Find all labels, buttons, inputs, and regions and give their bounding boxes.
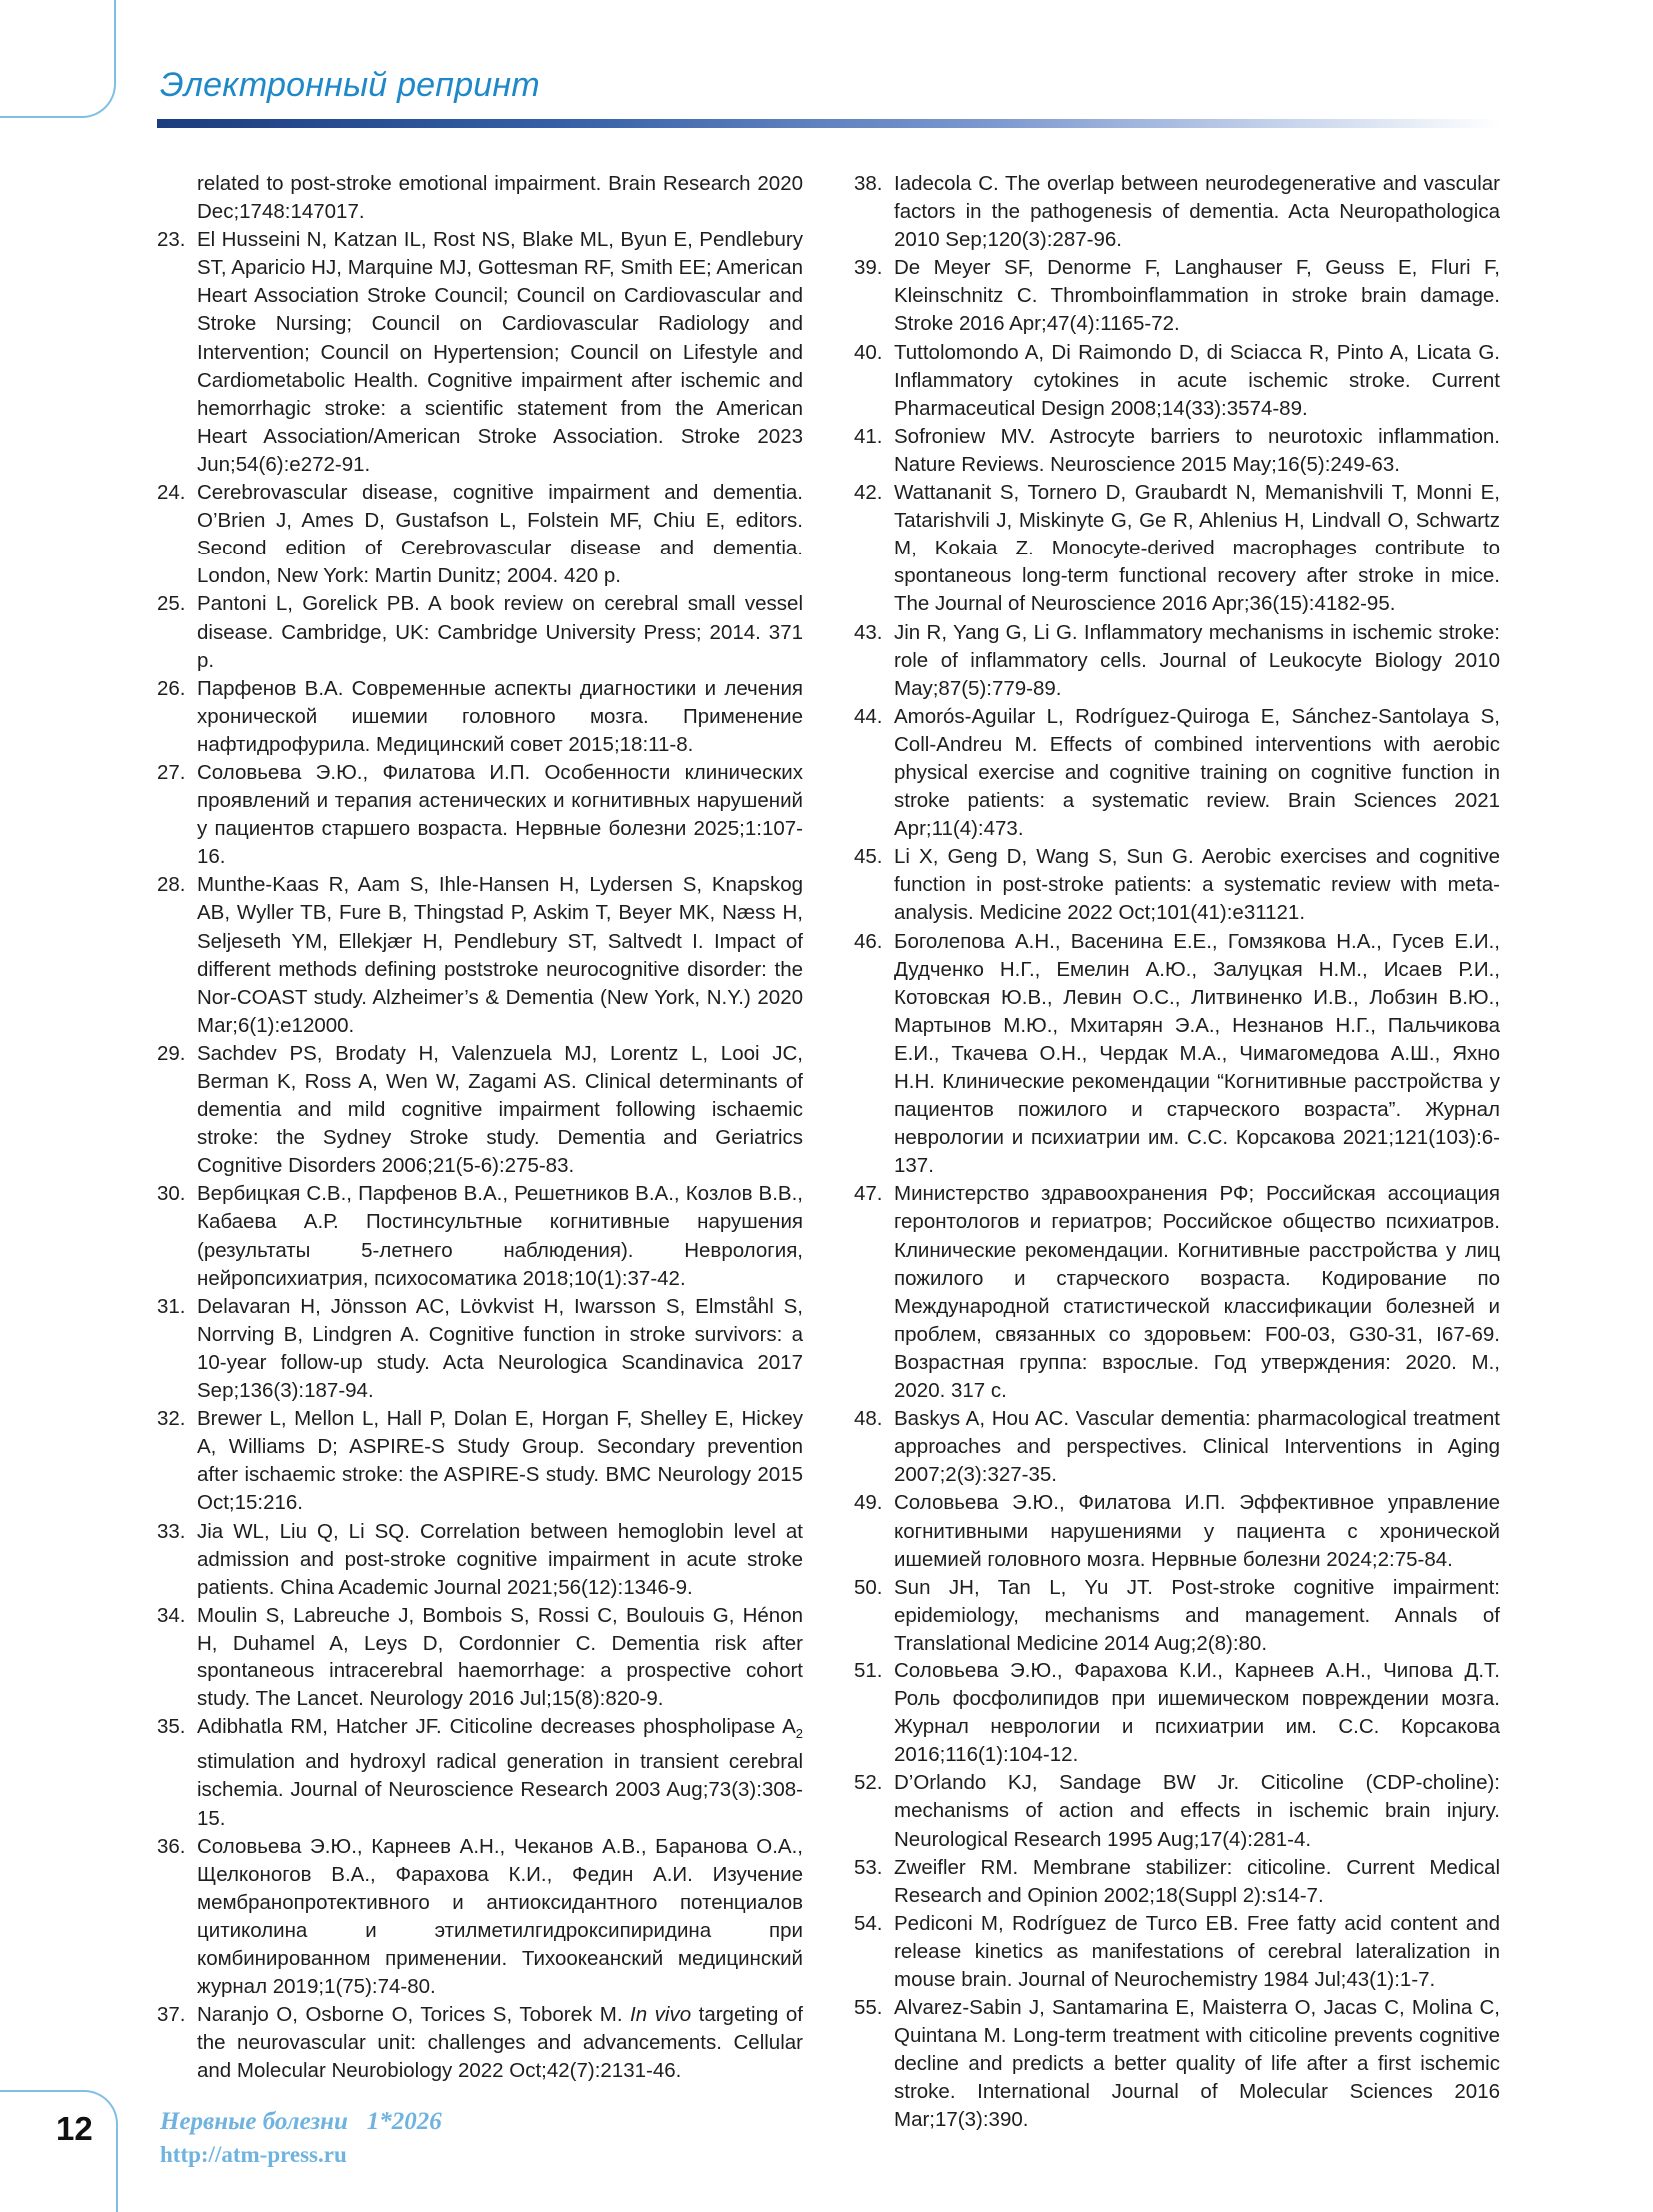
page-number: 12 bbox=[56, 2110, 93, 2147]
reference-number: 40. bbox=[854, 340, 883, 364]
reference-text: Парфенов В.А. Современные аспекты диагностики и лечения хронической ишемии головного мозга. Применение нафтидрофурила. Медицинский совет 2015;18:11-8. bbox=[197, 676, 803, 756]
reference-number: 35. bbox=[157, 1715, 186, 1739]
reference-number: 52. bbox=[854, 1771, 883, 1795]
journal-url: http://atm-press.ru bbox=[160, 2142, 347, 2167]
reference-text: Jia WL, Liu Q, Li SQ. Correlation between hemoglobin level at admission and post-stroke cognitive impairment in acute stroke patients. China Academic Journal 2021;56(12):1346-9. bbox=[197, 1519, 803, 1599]
reference-item bbox=[854, 843, 1500, 927]
reference-text: Jin R, Yang G, Li G. Inflammatory mechanisms in ischemic stroke: role of inflammatory cells. Journal of Leukocyte Biology 2010 May;87(5):779-89. bbox=[894, 620, 1500, 700]
reference-text: Baskys A, Hou AC. Vascular dementia: pharmacological treatment approaches and perspectives. Clinical Interventions in Aging 2007;2(3):327-35. bbox=[894, 1407, 1500, 1487]
reference-item bbox=[157, 1833, 803, 2002]
reference-item bbox=[157, 1040, 803, 1180]
reference-item bbox=[157, 170, 803, 226]
reference-text: De Meyer SF, Denorme F, Langhauser F, Geuss E, Fluri F, Kleinschnitz C. Thromboinflammation in stroke brain damage. Stroke 2016 Apr;47(4):1165-72. bbox=[894, 256, 1500, 336]
reference-text: Iadecola C. The overlap between neurodegenerative and vascular factors in the pathogenesis of dementia. Acta Neuropathologica 2010 Sep;120(3):287-96. bbox=[894, 172, 1500, 252]
reference-list-left bbox=[157, 170, 803, 2085]
reference-text: Sachdev PS, Brodaty H, Valenzuela MJ, Lorentz L, Looi JC, Berman K, Ross A, Wen W, Zagami AS. Clinical determinants of dementia and mild cognitive impairment following ischaemic stroke: the Sydney Stroke study. Dementia and Geriatrics Cognitive Disorders 2006;21(5-6):275-83. bbox=[197, 1041, 803, 1178]
references-right-column bbox=[854, 170, 1500, 2135]
reference-item bbox=[854, 1574, 1500, 1658]
reference-text: related to post-stroke emotional impairment. Brain Research 2020 Dec;1748:147017. bbox=[197, 172, 803, 224]
reference-number: 51. bbox=[854, 1659, 883, 1682]
reference-text: Zweifler RM. Membrane stabilizer: citicoline. Current Medical Research and Opinion 2002;18(Suppl 2):s14-7. bbox=[894, 1855, 1500, 1907]
reference-item bbox=[157, 1405, 803, 1517]
reference-number: 31. bbox=[157, 1294, 186, 1318]
reference-text: Delavaran H, Jönsson AC, Lövkvist H, Iwarsson S, Elmståhl S, Norrving B, Lindgren A. Cognitive function in stroke survivors: a 10-year follow-up study. Acta Neurologica Scandinavica 2017 Sep;136(3):187-94. bbox=[197, 1294, 803, 1403]
reference-text: Alvarez-Sabin J, Santamarina E, Maisterra O, Jacas C, Molina C, Quintana M. Long-term treatment with citicoline prevents cognitive decline and predicts a better quality of life after a first ischemic stroke. International Journal of Molecular Sciences 2016 Mar;17(3):390. bbox=[894, 1996, 1500, 2132]
reference-text: Министерство здравоохранения РФ; Российская ассоциация геронтологов и гериатров; Российское общество психиатров. Клинические рекомендации. Когнитивные расстройства у лиц пожилого и старческого возраста. Кодирование по Международной статистической классификации болезней и проблем, связанных со здоровьем: F00-03, G30-31, I67-69. Возрастная группа: взрослые. Год утверждения: 2020. М., 2020. 317 с. bbox=[894, 1182, 1500, 1403]
reference-italic: In vivo bbox=[630, 2003, 692, 2027]
reference-text: Adibhatla RM, Hatcher JF. Citicoline decreases phospholipase A bbox=[197, 1715, 796, 1739]
reference-text: Li X, Geng D, Wang S, Sun G. Aerobic exercises and cognitive function in post-stroke patients: a systematic review with meta-analysis. Medicine 2022 Oct;101(41):e31121. bbox=[894, 845, 1500, 925]
reference-number: 24. bbox=[157, 481, 186, 505]
references-left-column bbox=[157, 170, 803, 2085]
reference-text: D’Orlando KJ, Sandage BW Jr. Citicoline (CDP-choline): mechanisms of action and effects in ischemic brain injury. Neurological Research 1995 Aug;17(4):281-4. bbox=[894, 1771, 1500, 1851]
reference-number: 36. bbox=[157, 1834, 186, 1858]
reference-number: 38. bbox=[854, 172, 883, 195]
reference-item bbox=[854, 703, 1500, 843]
reference-item bbox=[157, 1293, 803, 1405]
reference-number: 29. bbox=[157, 1041, 186, 1065]
reference-item bbox=[157, 1602, 803, 1713]
reference-item bbox=[854, 479, 1500, 618]
reference-text: Вербицкая С.В., Парфенов В.А., Решетников В.А., Козлов В.В., Кабаева А.Р. Постинсультные когнитивные нарушения (результаты 5-летнего наблюдения). Неврология, нейропсихиатрия, психосоматика 2018;10(1):37-42. bbox=[197, 1182, 803, 1290]
reference-number: 30. bbox=[157, 1182, 186, 1206]
reference-number: 55. bbox=[854, 1996, 883, 2020]
reference-text: Соловьева Э.Ю., Фарахова К.И., Карнеев А.Н., Чипова Д.Т. Роль фосфолипидов при ишемическом повреждении мозга. Журнал неврологии и психиатрии им. С.С. Корсакова 2016;116(1):104-12. bbox=[894, 1659, 1500, 1767]
corner-decoration-bottom bbox=[0, 2090, 118, 2212]
reference-number: 32. bbox=[157, 1407, 186, 1431]
reference-text: Боголепова А.Н., Васенина Е.Е., Гомзякова Н.А., Гусев Е.И., Дудченко Н.Г., Емелин А.Ю., Залуцкая Н.М., Исаев Р.И., Котовская Ю.В., Левин О.С., Литвиненко И.В., Лобзин В.Ю., Мартынов М.Ю., Мхитарян Э.А., Незнанов Н.Г., Пальчикова Е.И., Ткачева О.Н., Чердак М.А., Чимагомедова А.Ш., Яхно Н.Н. Клинические рекомендации “Когнитивные расстройства у пациентов пожилого и старческого возраста”. Журнал неврологии и психиатрии им. С.С. Корсакова 2021;121(103):6-137. bbox=[894, 929, 1500, 1178]
reference-text: targeting of the neurovascular unit: challenges and advancements. Cellular and Molecular Neurobiology 2022 Oct;42(7):2131-46. bbox=[197, 2003, 804, 2083]
reference-item bbox=[854, 1489, 1500, 1573]
reference-item bbox=[854, 170, 1500, 254]
corner-decoration-top bbox=[0, 0, 116, 118]
reference-number: 39. bbox=[854, 256, 883, 280]
reference-text: Tuttolomondo A, Di Raimondo D, di Sciacca R, Pinto A, Licata G. Inflammatory cytokines in acute ischemic stroke. Current Pharmaceutical Design 2008;14(33):3574-89. bbox=[894, 340, 1500, 420]
reference-item bbox=[854, 1769, 1500, 1853]
reference-item bbox=[157, 1713, 803, 1832]
reference-number: 53. bbox=[854, 1855, 883, 1879]
reference-number: 42. bbox=[854, 481, 883, 505]
reference-item bbox=[157, 1518, 803, 1602]
reference-text: El Husseini N, Katzan IL, Rost NS, Blake ML, Byun E, Pendlebury ST, Aparicio HJ, Marquine MJ, Gottesman RF, Smith EE; American Heart Association Stroke Council; Council on Cardiovascular and Stroke Nursing; Council on Cardiovascular Radiology and Intervention; Council on Hypertension; Council on Lifestyle and Cardiometabolic Health. Cognitive impairment after ischemic and hemorrhagic stroke: a scientific statement from the American Heart Association/American Stroke Association. Stroke 2023 Jun;54(6):e272-91. bbox=[197, 228, 803, 476]
reference-item bbox=[854, 1405, 1500, 1489]
reference-text: Wattananit S, Tornero D, Graubardt N, Memanishvili T, Monni E, Tatarishvili J, Miskinyte G, Ge R, Ahlenius H, Lindvall O, Schwartz M, Kokaia Z. Monocyte-derived macrophages contribute to spontaneous long-term functional recovery after stroke in mice. The Journal of Neuroscience 2016 Apr;36(15):4182-95. bbox=[894, 481, 1500, 616]
reference-text: Pediconi M, Rodríguez de Turco EB. Free fatty acid content and release kinetics as manifestations of cerebral lateralization in mouse brain. Journal of Neurochemistry 1984 Jul;43(1):1-7. bbox=[894, 1911, 1500, 1991]
reference-item bbox=[854, 339, 1500, 423]
reference-number: 54. bbox=[854, 1911, 883, 1935]
reference-item bbox=[157, 590, 803, 674]
reference-item bbox=[854, 1910, 1500, 1994]
reference-subscript: 2 bbox=[795, 1726, 803, 1742]
reference-item bbox=[854, 423, 1500, 479]
reference-number: 33. bbox=[157, 1519, 186, 1543]
reference-text: Moulin S, Labreuche J, Bombois S, Rossi C, Boulouis G, Hénon H, Duhamel A, Leys D, Cordonnier C. Dementia risk after spontaneous intracerebral haemorrhage: a prospective cohort study. The Lancet. Neurology 2016 Jul;15(8):820-9. bbox=[197, 1603, 803, 1711]
reference-item bbox=[157, 1180, 803, 1292]
reference-text: Sofroniew MV. Astrocyte barriers to neurotoxic inflammation. Nature Reviews. Neuroscience 2015 May;16(5):249-63. bbox=[894, 424, 1500, 476]
reference-text: Brewer L, Mellon L, Hall P, Dolan E, Horgan F, Shelley E, Hickey A, Williams D; ASPIRE-S Study Group. Secondary prevention after ischaemic stroke: the ASPIRE-S study. BMC Neurology 2015 Oct;15:216. bbox=[197, 1407, 803, 1515]
reference-text: Amorós-Aguilar L, Rodríguez-Quiroga E, Sánchez-Santolaya S, Coll-Andreu M. Effects of combined interventions with aerobic physical exercise and cognitive training on cognitive function in stroke patients: a systematic review. Brain Sciences 2021 Apr;11(4):473. bbox=[894, 704, 1500, 841]
reference-text: Соловьева Э.Ю., Филатова И.П. Особенности клинических проявлений и терапия астенических и когнитивных нарушений у пациентов старшего возраста. Нервные болезни 2025;1:107-16. bbox=[197, 760, 803, 869]
reference-item bbox=[157, 226, 803, 479]
reference-number: 27. bbox=[157, 760, 186, 784]
reference-text: Munthe-Kaas R, Aam S, Ihle-Hansen H, Lydersen S, Knapskog AB, Wyller TB, Fure B, Thingstad P, Askim T, Beyer MK, Næss H, Seljeseth YM, Ellekjær H, Pendlebury ST, Saltvedt I. Impact of different methods defining poststroke neurocognitive disorder: the Nor-COAST study. Alzheimer’s & Dementia (New York, N.Y.) 2020 Mar;6(1):e12000. bbox=[197, 873, 803, 1037]
reference-number: 50. bbox=[854, 1575, 883, 1599]
reference-number: 44. bbox=[854, 704, 883, 728]
reference-number: 34. bbox=[157, 1603, 186, 1627]
reference-number: 23. bbox=[157, 228, 186, 252]
reference-item bbox=[157, 759, 803, 871]
reference-number: 26. bbox=[157, 676, 186, 700]
header-gradient-bar bbox=[157, 119, 1501, 128]
reference-item bbox=[854, 1854, 1500, 1910]
reference-number: 41. bbox=[854, 424, 883, 448]
journal-name: Нервные болезни 1*2026 bbox=[160, 2108, 442, 2135]
reference-item bbox=[854, 1994, 1500, 2134]
reference-text: stimulation and hydroxyl radical generation in transient cerebral ischemia. Journal of Neuroscience Research 2003 Aug;73(3):308-15. bbox=[197, 1750, 803, 1830]
reference-item bbox=[157, 2001, 803, 2085]
reference-number: 48. bbox=[854, 1407, 883, 1431]
reference-text: Соловьева Э.Ю., Карнеев А.Н., Чеканов А.В., Баранова О.А., Щелконогов В.А., Фарахова К.И., Федин А.И. Изучение мембранопротективного и антиоксидантного потенциалов цитиколина и этилметилгидроксипиридина при комбинированном применении. Тихоокеанский медицинский журнал 2019;1(75):74-80. bbox=[197, 1834, 803, 1999]
reference-list-right bbox=[854, 170, 1500, 2135]
reference-text: Cerebrovascular disease, cognitive impairment and dementia. O’Brien J, Ames D, Gustafson L, Folstein MF, Chiu E, editors. Second edition of Cerebrovascular disease and dementia. London, New York: Martin Dunitz; 2004. 420 p. bbox=[197, 481, 803, 588]
reference-text: Naranjo O, Osborne O, Torices S, Toborek M. bbox=[197, 2003, 631, 2027]
reference-number: 37. bbox=[157, 2003, 186, 2027]
reference-number: 49. bbox=[854, 1491, 883, 1515]
reference-item bbox=[157, 675, 803, 759]
reference-text: Pantoni L, Gorelick PB. A book review on cerebral small vessel disease. Cambridge, UK: Cambridge University Press; 2014. 371 p. bbox=[197, 592, 803, 672]
reference-item bbox=[854, 1180, 1500, 1405]
reference-item bbox=[157, 479, 803, 590]
reference-number: 28. bbox=[157, 873, 186, 897]
reference-item bbox=[157, 871, 803, 1040]
reference-item bbox=[854, 928, 1500, 1181]
reference-text: Соловьева Э.Ю., Филатова И.П. Эффективное управление когнитивными нарушениями у пациента с хронической ишемией головного мозга. Нервные болезни 2024;2:75-84. bbox=[894, 1491, 1500, 1571]
reference-number: 46. bbox=[854, 929, 883, 953]
reference-number: 47. bbox=[854, 1182, 883, 1206]
reference-number: 43. bbox=[854, 620, 883, 644]
reference-item bbox=[854, 254, 1500, 338]
reference-item bbox=[854, 619, 1500, 703]
reference-number: 25. bbox=[157, 592, 186, 616]
page-header-title: Электронный репринт bbox=[160, 66, 540, 104]
reference-number: 45. bbox=[854, 845, 883, 869]
reference-text: Sun JH, Tan L, Yu JT. Post-stroke cognitive impairment: epidemiology, mechanisms and management. Annals of Translational Medicine 2014 Aug;2(8):80. bbox=[894, 1575, 1500, 1655]
reference-item bbox=[854, 1658, 1500, 1769]
